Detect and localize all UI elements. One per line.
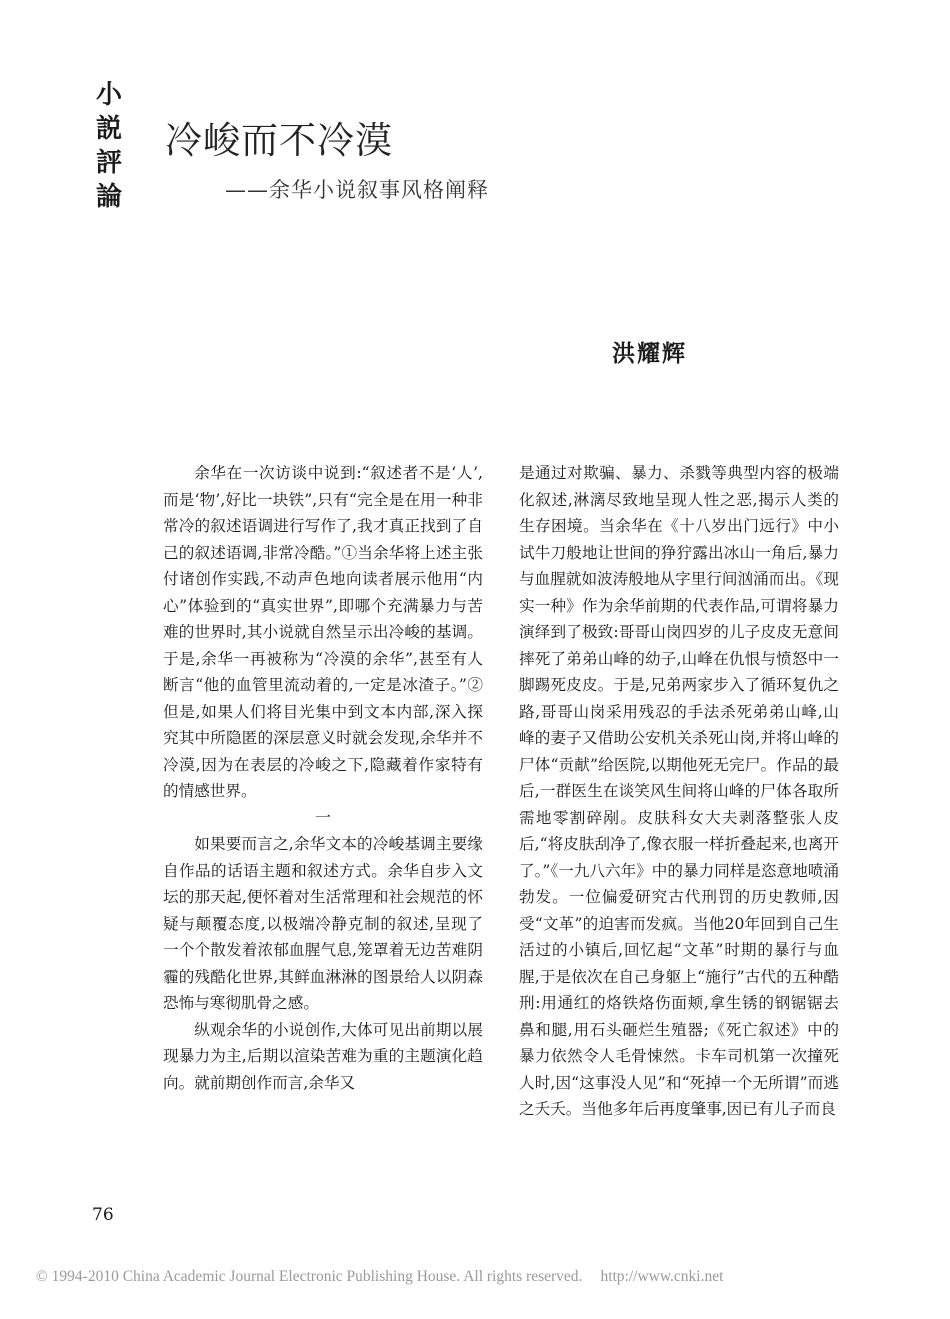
copyright-footer bbox=[36, 1268, 723, 1286]
column-logo-char: 評 bbox=[95, 148, 122, 178]
left-column bbox=[163, 460, 483, 1096]
article-subtitle: ——余华小说叙事风格阐释 bbox=[225, 178, 489, 202]
right-column bbox=[519, 460, 839, 1123]
column-logo-char: 説 bbox=[95, 114, 122, 144]
page-number: 76 bbox=[92, 1205, 114, 1225]
paragraph: 如果要而言之,余华文本的冷峻基调主要缘自作品的话语主题和叙述方式。余华自步入文坛的那天起,便怀着对生活常理和社会规范的怀疑与颠覆态度,以极端冷静克制的叙述,呈现了一个个散发着浓郁血腥气息,笼罩着无边苦难阴霾的残酷化世界,其鲜血淋淋的图景给人以阴森恐怖与寒彻肌骨之感。 bbox=[163, 835, 483, 1012]
paragraph: 是通过对欺骗、暴力、杀戮等典型内容的极端化叙述,淋漓尽致地呈现人性之恶,揭示人类的生存困境。当余华在《十八岁出门远行》中小试牛刀般地让世间的狰狞露出冰山一角后,暴力与血腥就如波涛般地从字里行间汹涌而出。《现实一种》作为余华前期的代表作品,可谓将暴力演绎到了极致:哥哥山岗四岁的儿子皮皮无意间摔死了弟弟山峰的幼子,山峰在仇恨与愤怒中一脚踢死皮皮。于是,兄弟两家步入了循环复仇之路,哥哥山岗采用残忍的手法杀死弟弟山峰,山峰的妻子又借助公安机关杀死山岗,并将山峰的尸体“贡献”给医院,以期他死无完尸。作品的最后,一群医生在谈笑风生间将山峰的尸体各取所需地零割碎剐。皮肤科女大夫剥落整张人皮后,“将皮肤刮净了,像衣服一样折叠起来,也离开了。”《一九八六年》中的暴力同样是恣意地喷涌勃发。一位偏爱研究古代刑罚的历史教师,因受“文革”的迫害而发疯。当他20年回到自己生活过的小镇后,回忆起“文革”时期的暴行与血腥,于是依次在自己身躯上“施行”古代的五种酷刑:用通红的烙铁烙伤面颊,拿生锈的钢锯锯去鼻和腿,用石头砸烂生殖器;《死亡叙述》中的暴力依然令人毛骨悚然。卡车司机第一次撞死人时,因“这事没人见”和“死掉一个无所谓”而逃之夭夭。当他多年后再度肇事,因已有儿子而良 bbox=[519, 464, 839, 1118]
column-logo-char: 小 bbox=[95, 80, 122, 110]
article-title: 冷峻而不冷漠 bbox=[165, 119, 393, 162]
footer-link[interactable]: http://www.cnki.net bbox=[600, 1268, 724, 1285]
column-logo-char: 論 bbox=[95, 182, 122, 212]
column-logo bbox=[92, 78, 126, 214]
paragraph: 余华在一次访谈中说到:“叙述者不是‘人’,而是‘物’,好比一块铁”,只有“完全是在用一种非常冷的叙述语调进行写作了,我才真正找到了自己的叙述语调,非常冷酷。”①当余华将上述主张付诸创作实践,不动声色地向读者展示他用“内心”体验到的“真实世界”,即哪个充满暴力与苦难的世界时,其小说就自然呈示出冷峻的基调。于是,余华一再被称为“冷漠的余华”,甚至有人断言“他的血管里流动着的,一定是冰渣子。”②但是,如果人们将目光集中到文本内部,深入探究其中所隐匿的深层意义时就会发现,余华并不冷漠,因为在表层的冷峻之下,隐藏着作家特有的情感世界。 bbox=[163, 464, 483, 800]
copyright-text: © 1994-2010 China Academic Journal Electronic Publishing House. All rights reserved. bbox=[36, 1268, 583, 1285]
author-name: 洪耀辉 bbox=[612, 341, 687, 367]
paragraph: 纵观余华的小说创作,大体可见出前期以展现暴力为主,后期以渲染苦难为重的主题演化趋向。就前期创作而言,余华又 bbox=[163, 1020, 483, 1092]
section-heading: 一 bbox=[314, 807, 331, 827]
